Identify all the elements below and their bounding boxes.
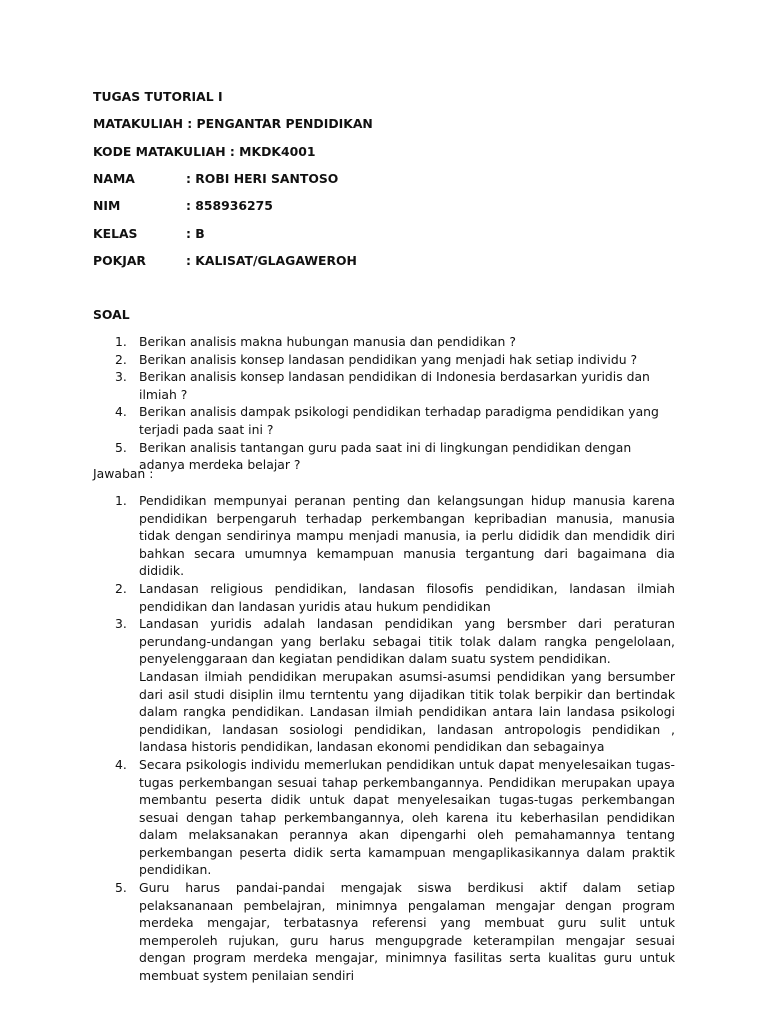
question-list xyxy=(93,333,675,474)
list-item xyxy=(93,756,675,879)
question-text: Berikan analisis konsep landasan pendidikan di Indonesia berdasarkan yuridis dan ilmiah ? xyxy=(139,369,650,402)
list-item xyxy=(93,615,675,756)
answer-text: Landasan yuridis adalah landasan pendidikan yang bersmber dari peraturan perundang-undangan yang berlaku sebagai titik tolak dalam rangka pengelolaan, penyelenggaraan dan kegiatan pendidikan dalam suatu system pendidikan. xyxy=(139,616,675,667)
answer-number: 2. xyxy=(115,580,127,596)
answer-text: Guru harus pandai-pandai mengajak siswa berdikusi aktif dalam setiap pelaksananaan pembelajran, minimnya pengalaman mengajar dengan program merdeka mengajar, terbatasnya referensi yang membuat guru sulit untuk memperoleh rujukan, guru harus mengupgrade keterampilan mengajar sesuai dengan program merdeka mengajar, minimnya fasilitas serta kualitas guru untuk membuat system penilaian sendiri xyxy=(139,880,675,984)
answer-number: 1. xyxy=(115,493,127,508)
doc-title: TUGAS TUTORIAL I xyxy=(93,89,223,104)
field-value-kelas: : B xyxy=(186,226,205,241)
jawaban-title: Jawaban : xyxy=(93,466,154,481)
field-label-nim: NIM xyxy=(93,198,121,213)
course-code-line: KODE MATAKULIAH : MKDK4001 xyxy=(93,144,316,159)
answer-number: 3. xyxy=(115,616,127,632)
answer-text: Landasan religious pendidikan, landasan filosofis pendidikan, landasan ilmiah pendidikan dan landasan yuridis atau hukum pendidikan xyxy=(139,580,675,614)
list-item xyxy=(93,879,675,985)
question-number: 1. xyxy=(115,334,127,349)
answer-text-continued: Landasan ilmiah pendidikan merupakan asumsi-asumsi pendidikan yang bersumber dari asil studi disiplin ilmu terntentu yang dijadikan titik tolak berpikir dan bertindak dalam rangka pendidikan. Landasan ilmiah pendidikan antara lain landasa psikologi pendidikan, landasan sosiologi pendidikan, landasan antropologis pendidikan , landasa historis pendidikan, landasan ekonomi pendidikan dan sebagainya xyxy=(139,668,675,755)
course-line: MATAKULIAH : PENGANTAR PENDIDIKAN xyxy=(93,116,373,131)
list-item xyxy=(93,333,675,351)
answer-text: Secara psikologis individu memerlukan pendidikan untuk dapat menyelesaikan tugas-tugas perkembangan sesuai tahap perkembangannya. Pendidikan merupakan upaya membantu peserta didik untuk dapat menyelesaikan tugas-tugas perkembangan sesuai dengan tahap perkembangannya, oleh karena itu keberhasilan pendidikan dalam melaksanakan perannya akan dipengarhi oleh pemahamannya tentang perkembangan peserta didik serta kamampuan mengaplikasikannya dalam praktik pendidikan. xyxy=(139,756,675,878)
question-number: 2. xyxy=(115,351,127,367)
question-text: Berikan analisis konsep landasan pendidikan yang menjadi hak setiap individu ? xyxy=(139,351,638,367)
question-text: Berikan analisis dampak psikologi pendidikan terhadap paradigma pendidikan yang terjadi pada saat ini ? xyxy=(139,404,659,437)
question-number: 5. xyxy=(115,439,127,455)
field-value-nama: : ROBI HERI SANTOSO xyxy=(186,171,339,186)
list-item xyxy=(93,351,675,369)
field-label-kelas: KELAS xyxy=(93,226,138,241)
question-number: 3. xyxy=(115,369,127,385)
question-number: 4. xyxy=(115,404,127,420)
list-item xyxy=(93,439,675,474)
answer-text: Pendidikan mempunyai peranan penting dan kelangsungan hidup manusia karena pendidikan berpengaruh terhadap perkembangan kepribadian manusia, manusia tidak dengan sendirinya mampu menjadi manusia, ia perlu dididik dan mendidik diri bahkan secara umumnya kemampuan manusia tergantung dari bagaimana dia dididik. xyxy=(139,493,675,579)
soal-title: SOAL xyxy=(93,307,130,322)
answer-number: 5. xyxy=(115,880,127,896)
field-label-nama: NAMA xyxy=(93,171,135,186)
field-value-nim: : 858936275 xyxy=(186,198,273,213)
field-label-pokjar: POKJAR xyxy=(93,253,146,268)
answer-number: 4. xyxy=(115,756,127,772)
list-item xyxy=(93,368,675,403)
list-item xyxy=(93,580,675,615)
field-value-pokjar: : KALISAT/GLAGAWEROH xyxy=(186,253,357,268)
question-text: Berikan analisis tantangan guru pada saat ini di lingkungan pendidikan dengan adanya merdeka belajar ? xyxy=(139,439,632,473)
question-text: Berikan analisis makna hubungan manusia dan pendidikan ? xyxy=(139,334,516,349)
answer-list xyxy=(93,492,675,985)
list-item xyxy=(93,492,675,580)
list-item xyxy=(93,403,675,438)
